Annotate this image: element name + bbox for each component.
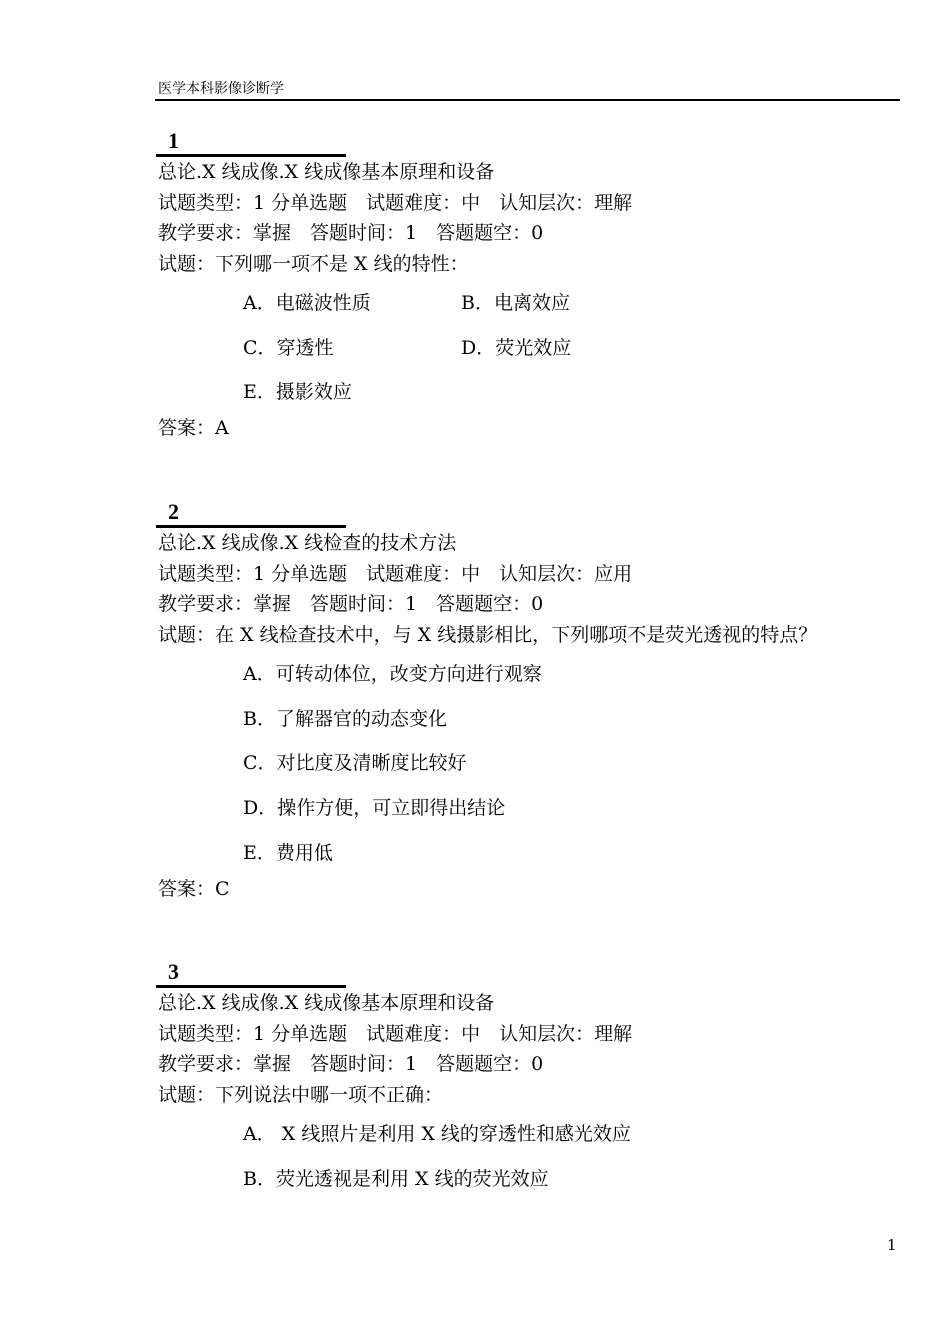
option-a: A．可转动体位，改变方向进行观察 (243, 662, 542, 685)
option-c: C．穿透性 (243, 336, 334, 359)
question-category: 总论.X 线成像.X 线检查的技术方法 (158, 532, 457, 554)
question-meta-type: 试题类型：1 分单选题 试题难度：中 认知层次：理解 (158, 191, 633, 214)
option-b: B．荧光透视是利用 X 线的荧光效应 (243, 1167, 549, 1190)
question-stem: 试题：在 X 线检查技术中，与 X 线摄影相比，下列哪项不是荧光透视的特点？ (158, 623, 818, 646)
option-c: C．对比度及清晰度比较好 (243, 752, 467, 775)
answer: 答案：A (158, 417, 229, 440)
question-meta-requirement: 教学要求：掌握 答题时间：1 答题题空：0 (158, 1053, 544, 1075)
page-number: 1 (887, 1236, 897, 1254)
question-meta-requirement: 教学要求：掌握 答题时间：1 答题题空：0 (158, 222, 544, 244)
option-b: B．电离效应 (461, 291, 570, 314)
options-list (243, 650, 918, 874)
option-b: B．了解器官的动态变化 (243, 707, 447, 730)
options-list (243, 279, 918, 413)
question-number: 1 (168, 128, 179, 153)
option-e: E．费用低 (243, 842, 333, 865)
option-d: D．荧光效应 (461, 336, 572, 359)
question-1 (158, 128, 918, 443)
document-header: 医学本科影像诊断学 (158, 81, 284, 97)
question-category: 总论.X 线成像.X 线成像基本原理和设备 (158, 992, 495, 1014)
option-e: E．摄影效应 (243, 381, 352, 404)
option-a: A．电磁波性质 (243, 291, 371, 314)
question-number: 2 (168, 499, 179, 524)
option-d: D．操作方便，可立即得出结论 (243, 797, 506, 820)
question-category: 总论.X 线成像.X 线成像基本原理和设备 (158, 161, 495, 183)
question-number: 3 (168, 959, 179, 984)
question-meta-requirement: 教学要求：掌握 答题时间：1 答题题空：0 (158, 593, 544, 615)
question-meta-type: 试题类型：1 分单选题 试题难度：中 认知层次：应用 (158, 562, 633, 585)
question-3 (158, 959, 918, 1200)
header-divider (155, 99, 900, 101)
answer: 答案：C (158, 877, 230, 900)
question-meta-type: 试题类型：1 分单选题 试题难度：中 认知层次：理解 (158, 1022, 633, 1045)
question-2 (158, 499, 918, 904)
question-stem: 试题：下列说法中哪一项不正确： (158, 1083, 444, 1106)
options-list (243, 1110, 918, 1200)
question-stem: 试题：下列哪一项不是 X 线的特性： (158, 252, 469, 275)
option-a: A． X 线照片是利用 X 线的穿透性和感光效应 (243, 1122, 631, 1145)
